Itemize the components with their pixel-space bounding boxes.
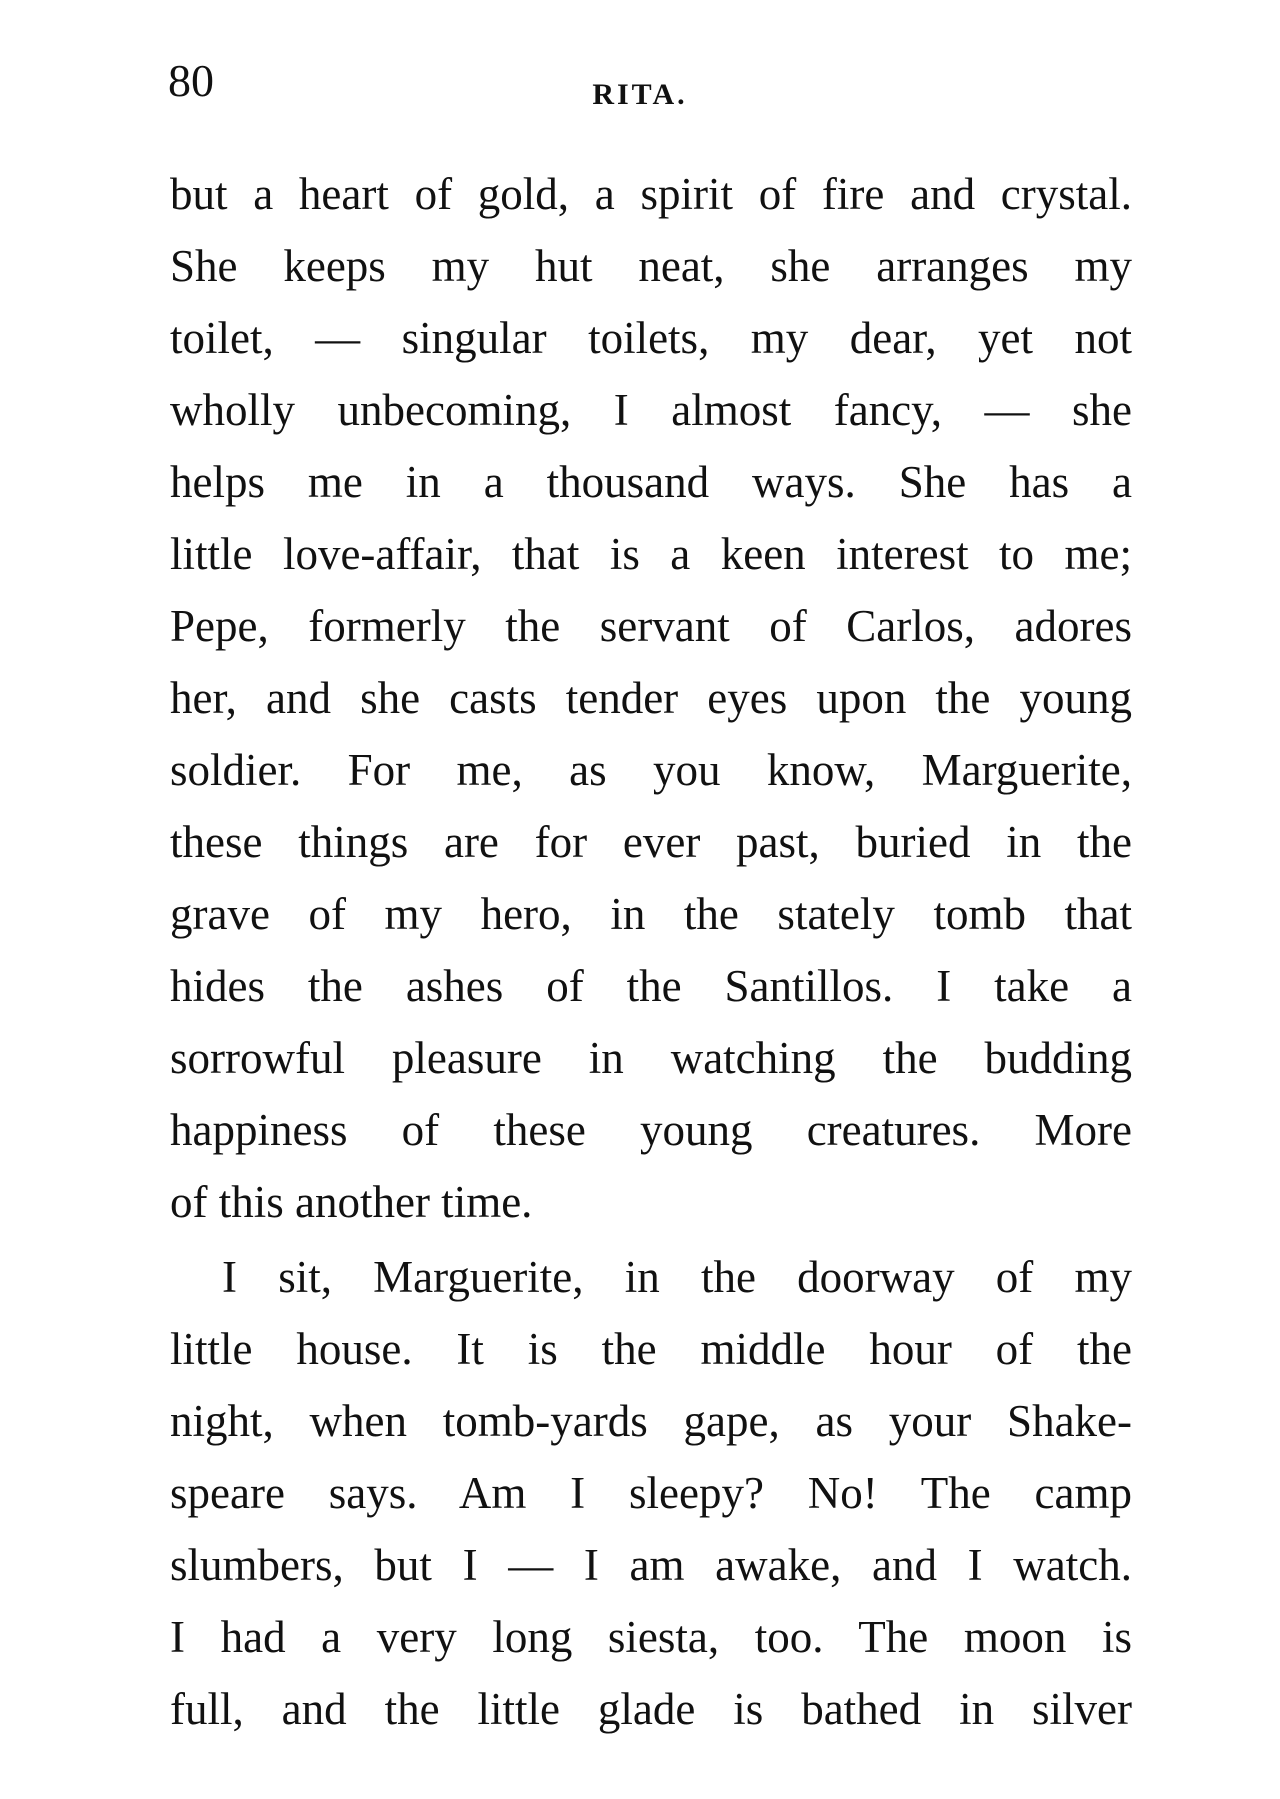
text-line: I had a very long siesta, too. The moon is: [170, 1612, 1132, 1662]
text-line: of this another time.: [170, 1177, 533, 1227]
text-line: her, and she casts tender eyes upon the young: [170, 673, 1132, 723]
text-line: Pepe, formerly the servant of Carlos, adores: [170, 601, 1132, 651]
text-line: helps me in a thousand ways. She has a: [170, 457, 1132, 507]
page-number: 80: [168, 55, 214, 106]
text-line: little house. It is the middle hour of the: [170, 1324, 1132, 1374]
text-line: slumbers, but I — I am awake, and I watch.: [170, 1540, 1132, 1590]
text-line: toilet, — singular toilets, my dear, yet not: [170, 313, 1132, 363]
text-line: wholly unbecoming, I almost fancy, — she: [170, 385, 1132, 435]
text-line: night, when tomb-yards gape, as your Shake-: [170, 1396, 1132, 1446]
text-line: full, and the little glade is bathed in silver: [170, 1684, 1132, 1734]
body-text: [170, 158, 1132, 1745]
text-line: but a heart of gold, a spirit of fire and crystal.: [170, 169, 1132, 219]
text-line: grave of my hero, in the stately tomb that: [170, 889, 1132, 939]
text-line: sorrowful pleasure in watching the budding: [170, 1033, 1132, 1083]
text-line: speare says. Am I sleepy? No! The camp: [170, 1468, 1132, 1518]
paragraph-1: [170, 158, 1132, 1238]
text-line: happiness of these young creatures. More: [170, 1105, 1132, 1155]
text-line: I sit, Marguerite, in the doorway of my: [222, 1252, 1132, 1302]
text-line: soldier. For me, as you know, Marguerite,: [170, 745, 1132, 795]
text-line: She keeps my hut neat, she arranges my: [170, 241, 1132, 291]
running-title: RITA.: [592, 78, 688, 111]
text-line: these things are for ever past, buried in the: [170, 817, 1132, 867]
paragraph-2: [170, 1241, 1132, 1745]
text-line: hides the ashes of the Santillos. I take a: [170, 961, 1132, 1011]
text-line: little love-affair, that is a keen interest to me;: [170, 529, 1132, 579]
